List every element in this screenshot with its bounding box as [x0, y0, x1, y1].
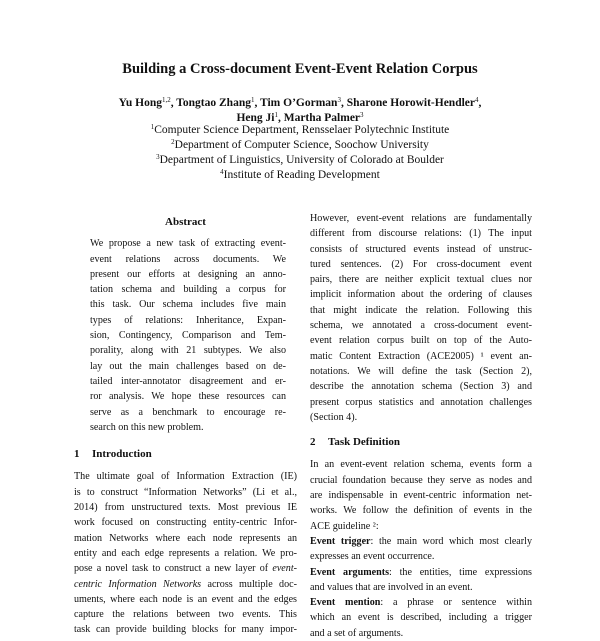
body-line: pairs, there are neither explicit textual clues nor	[310, 274, 532, 286]
abstract-line: this task. Our schema includes five main	[90, 299, 286, 311]
body-line: and a set of arguments.	[310, 627, 404, 639]
definition-event-trigger: Event trigger: the main word which most clearly	[310, 535, 532, 547]
body-line: different from discourse relations: (1) The input	[310, 228, 532, 240]
section-heading-introduction: 1 Introduction	[74, 448, 152, 461]
body-line: that might indicate the relation. Following this	[310, 304, 532, 316]
body-line: pose a novel task to construct a new layer of event-	[74, 563, 297, 575]
author-list	[0, 96, 600, 126]
intro-continued-body	[310, 211, 532, 425]
abstract-line: tailed inter-annotator disagreement and er-	[90, 375, 286, 387]
body-line: The ultimate goal of Information Extraction (IE)	[74, 471, 297, 483]
body-line: event relation corpus built on top of the Auto-	[310, 335, 532, 347]
body-line: schema, we annotated a cross-document event-	[310, 320, 532, 332]
body-line: However, event-event relations are fundamentally	[310, 213, 532, 224]
body-line: and values that are involved in an event.	[310, 581, 473, 593]
affiliation-3: $^3$Department of Linguistics, University of Colorado at Boulder	[156, 153, 444, 166]
abstract-line: lay out the main challenges based on de-	[90, 360, 286, 372]
author-yu-hong: Yu Hong$^{1,2}$,	[118, 96, 177, 109]
affiliation-4: $^4$Institute of Reading Development	[220, 168, 380, 181]
body-line: ACE guideline ²:	[310, 520, 379, 532]
abstract-line: serve as a benchmark to encourage re-	[90, 406, 286, 418]
section-heading-task-definition: 2 Task Definition	[310, 436, 401, 449]
abstract-line: tation schema and building a corpus for	[90, 284, 286, 296]
body-line: In an event-event relation schema, events form a	[310, 459, 532, 471]
affiliation-1: $^1$Computer Science Department, Rensselaer Polytechnic Institute	[150, 123, 450, 136]
abstract-line: We propose a new task of extracting event-	[90, 238, 286, 250]
author-tongtao-zhang: Tongtao Zhang$^1$,	[176, 96, 261, 109]
body-line: tured sentences. (2) For cross-document event	[310, 258, 532, 270]
body-line: is to construct “Information Networks” (Li et al.,	[74, 486, 297, 498]
task-definition-body	[310, 457, 532, 641]
body-line: (Section 4).	[310, 411, 358, 423]
definition-event-mention: Event mention: a phrase or sentence within	[310, 597, 532, 609]
body-line: matic Content Extraction (ACE2005) ¹ event an-	[310, 350, 532, 362]
body-line: task can provide building blocks for many impor-	[74, 624, 297, 636]
body-line: which an event is described, including a trigger	[310, 612, 532, 624]
body-line: notations. We will define the task (Section 2),	[310, 365, 532, 377]
author-martha-palmer: Martha Palmer$^3$	[283, 111, 364, 124]
introduction-body	[74, 469, 297, 637]
body-line: describe the annotation schema (Section 3) and	[310, 381, 532, 393]
abstract-line: porality, along with 21 subtypes. We also	[90, 345, 286, 357]
abstract-line: present our efforts at designing an anno-	[90, 268, 286, 280]
abstract-line: search on this new problem.	[90, 421, 204, 433]
abstract-heading: Abstract	[165, 216, 206, 228]
left-column	[74, 215, 297, 638]
body-line: present corpus statistics and annotation challenges	[310, 396, 532, 408]
body-line: 2014) from unstructured texts. Most previous IE	[74, 502, 297, 514]
abstract-line: sion, Contingency, Comparison and Tem-	[90, 330, 286, 342]
definition-event-arguments: Event arguments: the entities, time expressions	[310, 566, 532, 578]
body-line: work focused on constructing entity-centric Infor-	[74, 517, 297, 529]
abstract-line: ror analysis. We hope these resources can	[90, 391, 286, 403]
author-heng-ji: Heng Ji$^1$,	[236, 111, 284, 124]
author-sharone-horowit-hendler: Sharone Horowit-Hendler$^4$,	[346, 96, 482, 109]
body-line: centric Information Networks across multiple doc-	[74, 578, 297, 590]
body-line: capture the relations between two events. This	[74, 609, 297, 621]
body-line: are indispensable in event-centric information net-	[310, 490, 532, 502]
affiliation-2: $^2$Department of Computer Science, Soochow University	[171, 138, 429, 151]
affiliation-list	[0, 123, 600, 183]
body-line: works. We follow the definition of events in the	[310, 505, 532, 517]
body-line: mation Networks where each node represents an	[74, 532, 297, 544]
right-column	[310, 211, 532, 641]
paper-title: Building a Cross-document Event-Event Relation Corpus	[122, 61, 478, 77]
body-line: uments, where each node is an event and the edges	[74, 593, 297, 605]
body-line: implicit information about the ordering of clauses	[310, 289, 532, 301]
abstract-line: event relations across documents. We	[90, 253, 286, 265]
abstract-line: types of relations: Inheritance, Expan-	[90, 314, 286, 326]
abstract-body	[74, 236, 297, 435]
body-line: crucial foundation because they serve as nodes and	[310, 474, 532, 486]
body-line: consists of structured events instead of unstruc-	[310, 243, 532, 255]
body-line: expresses an event occurrence.	[310, 551, 435, 563]
body-line: entity and each edge represents a relation. We pro-	[74, 547, 297, 559]
author-tim-ogorman: Tim O’Gorman$^3$,	[260, 96, 347, 109]
